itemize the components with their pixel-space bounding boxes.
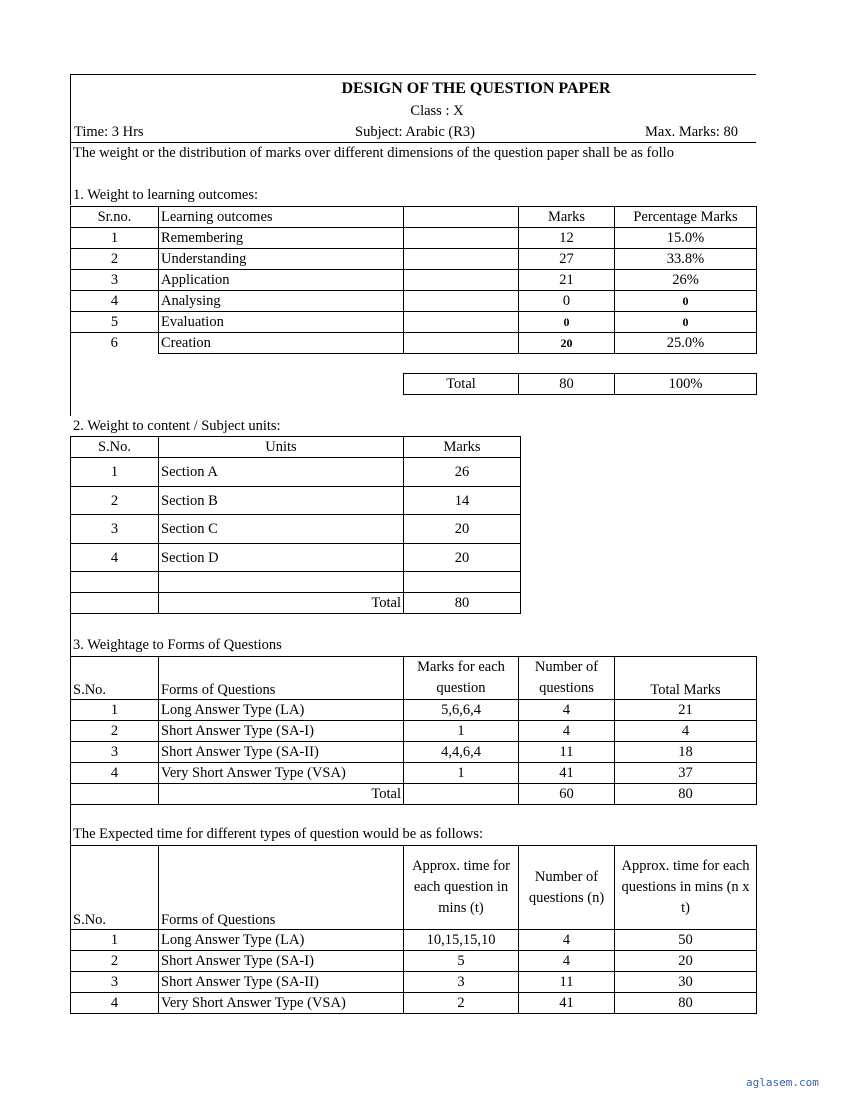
col-header: Approx. time for each question in mins (t) — [404, 846, 519, 930]
header-underline — [70, 142, 756, 143]
cell-marks: 12 — [519, 228, 615, 249]
cell-sr: 6 — [71, 333, 159, 354]
table-row — [71, 700, 757, 721]
table-row — [71, 228, 757, 249]
cell-outcome: Remembering — [159, 228, 404, 249]
cell-sn: 3 — [71, 742, 159, 763]
cell-pct: 26% — [615, 270, 757, 291]
cell-form: Very Short Answer Type (VSA) — [159, 993, 404, 1014]
learning-outcomes-table — [70, 206, 757, 354]
cell-form: Short Answer Type (SA-I) — [159, 951, 404, 972]
cell-unit: Section C — [159, 515, 404, 544]
cell-each: 1 — [404, 763, 519, 784]
cell-total: 37 — [615, 763, 757, 784]
col-header: S.No. — [71, 846, 159, 930]
left-rule-s3 — [70, 804, 71, 846]
col-header: Marks — [404, 437, 521, 458]
col-header: S.No. — [71, 437, 159, 458]
table-header-row — [71, 207, 757, 228]
cell-t: 5 — [404, 951, 519, 972]
cell-n: 4 — [519, 930, 615, 951]
table-row — [71, 458, 521, 487]
cell-sn: 3 — [71, 972, 159, 993]
cell-t: 3 — [404, 972, 519, 993]
max-marks-label: Max. Marks: 80 — [645, 124, 739, 140]
cell-unit: Section B — [159, 487, 404, 515]
table-row — [71, 721, 757, 742]
total-row — [404, 374, 757, 395]
total-row — [71, 784, 757, 805]
cell-outcome: Creation — [159, 333, 404, 354]
table-row — [71, 930, 757, 951]
left-rule-s2 — [70, 614, 71, 656]
cell-marks: 26 — [404, 458, 521, 487]
cell-marks: 0 — [519, 312, 615, 333]
cell-marks: 27 — [519, 249, 615, 270]
cell-marks: 20 — [519, 333, 615, 354]
section4-heading: The Expected time for different types of question would be as follows: — [73, 826, 484, 842]
cell-blank — [404, 312, 519, 333]
col-header: Approx. time for each questions in mins (n x t) — [615, 846, 757, 930]
table-row — [71, 972, 757, 993]
col-header: Units — [159, 437, 404, 458]
cell-marks: 21 — [519, 270, 615, 291]
col-header: Percentage Marks — [615, 207, 757, 228]
cell-t: 10,15,15,10 — [404, 930, 519, 951]
cell-sr: 5 — [71, 312, 159, 333]
total-pct: 100% — [615, 374, 757, 395]
table-row-empty — [71, 572, 521, 593]
cell-nt: 50 — [615, 930, 757, 951]
left-rule-s1 — [70, 206, 71, 416]
table-row — [71, 951, 757, 972]
cell-sn: 1 — [71, 930, 159, 951]
col-header: Marks for each question — [404, 657, 519, 700]
cell-form: Short Answer Type (SA-II) — [159, 742, 404, 763]
intro-text: The weight or the distribution of marks over different dimensions of the question paper shall be as follo — [73, 145, 674, 161]
cell-blank — [71, 572, 159, 593]
table-row — [71, 487, 521, 515]
subject-label: Subject: Arabic (R3) — [355, 124, 476, 140]
cell-total: 21 — [615, 700, 757, 721]
cell-blank — [404, 228, 519, 249]
table-row — [71, 291, 757, 312]
total-label: Total — [404, 374, 519, 395]
cell-num: 11 — [519, 742, 615, 763]
cell-sn: 2 — [71, 487, 159, 515]
col-header: Number of questions — [519, 657, 615, 700]
table-header-row — [71, 437, 521, 458]
cell-nt: 80 — [615, 993, 757, 1014]
cell-marks: 20 — [404, 544, 521, 572]
cell-each: 5,6,6,4 — [404, 700, 519, 721]
cell-n: 41 — [519, 993, 615, 1014]
total-label: Total — [159, 784, 404, 805]
cell-sn: 4 — [71, 993, 159, 1014]
cell-sr: 4 — [71, 291, 159, 312]
cell-form: Very Short Answer Type (VSA) — [159, 763, 404, 784]
cell-unit: Section A — [159, 458, 404, 487]
cell-outcome: Analysing — [159, 291, 404, 312]
cell-form: Short Answer Type (SA-II) — [159, 972, 404, 993]
cell-sn: 1 — [71, 458, 159, 487]
cell-sn: 1 — [71, 700, 159, 721]
col-header: Forms of Questions — [159, 846, 404, 930]
cell-blank — [404, 249, 519, 270]
table-row — [71, 249, 757, 270]
col-header: Marks — [519, 207, 615, 228]
cell-n: 4 — [519, 951, 615, 972]
cell-sn: 4 — [71, 763, 159, 784]
cell-sn: 3 — [71, 515, 159, 544]
cell-pct: 15.0% — [615, 228, 757, 249]
cell-total: 4 — [615, 721, 757, 742]
cell-outcome: Understanding — [159, 249, 404, 270]
cell-blank — [159, 572, 404, 593]
cell-nt: 20 — [615, 951, 757, 972]
table-row — [71, 993, 757, 1014]
expected-time-table — [70, 845, 757, 1014]
cell-outcome: Application — [159, 270, 404, 291]
learning-outcomes-total — [403, 373, 757, 395]
table-row — [71, 763, 757, 784]
total-marks: 80 — [404, 593, 521, 614]
cell-blank — [404, 333, 519, 354]
cell-blank — [404, 270, 519, 291]
cell-pct: 25.0% — [615, 333, 757, 354]
cell-blank — [404, 291, 519, 312]
cell-each: 1 — [404, 721, 519, 742]
cell-blank — [71, 784, 159, 805]
col-header — [404, 207, 519, 228]
cell-sr: 1 — [71, 228, 159, 249]
cell-form: Long Answer Type (LA) — [159, 930, 404, 951]
cell-num: 4 — [519, 700, 615, 721]
cell-marks: 20 — [404, 515, 521, 544]
cell-sr: 2 — [71, 249, 159, 270]
content-units-table — [70, 436, 521, 614]
cell-total: 18 — [615, 742, 757, 763]
table-header-row — [71, 657, 757, 700]
cell-sr: 3 — [71, 270, 159, 291]
cell-marks: 0 — [519, 291, 615, 312]
forms-of-questions-table — [70, 656, 757, 805]
cell-num: 4 — [519, 721, 615, 742]
col-header: Forms of Questions — [159, 657, 404, 700]
cell-num: 41 — [519, 763, 615, 784]
table-row — [71, 270, 757, 291]
col-header: Learning outcomes — [159, 207, 404, 228]
section3-heading: 3. Weightage to Forms of Questions — [73, 637, 282, 653]
table-header-row — [71, 846, 757, 930]
col-header: Sr.no. — [71, 207, 159, 228]
cell-sn: 2 — [71, 951, 159, 972]
total-marks: 80 — [519, 374, 615, 395]
cell-t: 2 — [404, 993, 519, 1014]
cell-nt: 30 — [615, 972, 757, 993]
top-rule — [70, 74, 756, 75]
total-row — [71, 593, 521, 614]
page-title: DESIGN OF THE QUESTION PAPER — [341, 80, 611, 97]
cell-each: 4,4,6,4 — [404, 742, 519, 763]
col-header: Total Marks — [615, 657, 757, 700]
cell-outcome: Evaluation — [159, 312, 404, 333]
cell-sn: 4 — [71, 544, 159, 572]
cell-form: Long Answer Type (LA) — [159, 700, 404, 721]
cell-marks: 14 — [404, 487, 521, 515]
cell-form: Short Answer Type (SA-I) — [159, 721, 404, 742]
cell-blank — [404, 784, 519, 805]
total-marks: 80 — [615, 784, 757, 805]
total-num: 60 — [519, 784, 615, 805]
cell-pct: 0 — [615, 312, 757, 333]
cell-blank — [71, 593, 159, 614]
col-header: Number of questions (n) — [519, 846, 615, 930]
table-row — [71, 544, 521, 572]
table-row — [71, 333, 757, 354]
col-header: S.No. — [71, 657, 159, 700]
time-label: Time: 3 Hrs — [74, 124, 144, 140]
cell-pct: 0 — [615, 291, 757, 312]
total-label: Total — [159, 593, 404, 614]
cell-pct: 33.8% — [615, 249, 757, 270]
cell-blank — [404, 572, 521, 593]
table-row — [71, 312, 757, 333]
table-row — [71, 742, 757, 763]
class-label: Class : X — [410, 103, 464, 119]
cell-unit: Section D — [159, 544, 404, 572]
section2-heading: 2. Weight to content / Subject units: — [73, 418, 281, 434]
cell-n: 11 — [519, 972, 615, 993]
cell-sn: 2 — [71, 721, 159, 742]
table-row — [71, 515, 521, 544]
watermark[interactable]: aglasem.com — [746, 1076, 819, 1089]
section1-heading: 1. Weight to learning outcomes: — [73, 187, 259, 203]
